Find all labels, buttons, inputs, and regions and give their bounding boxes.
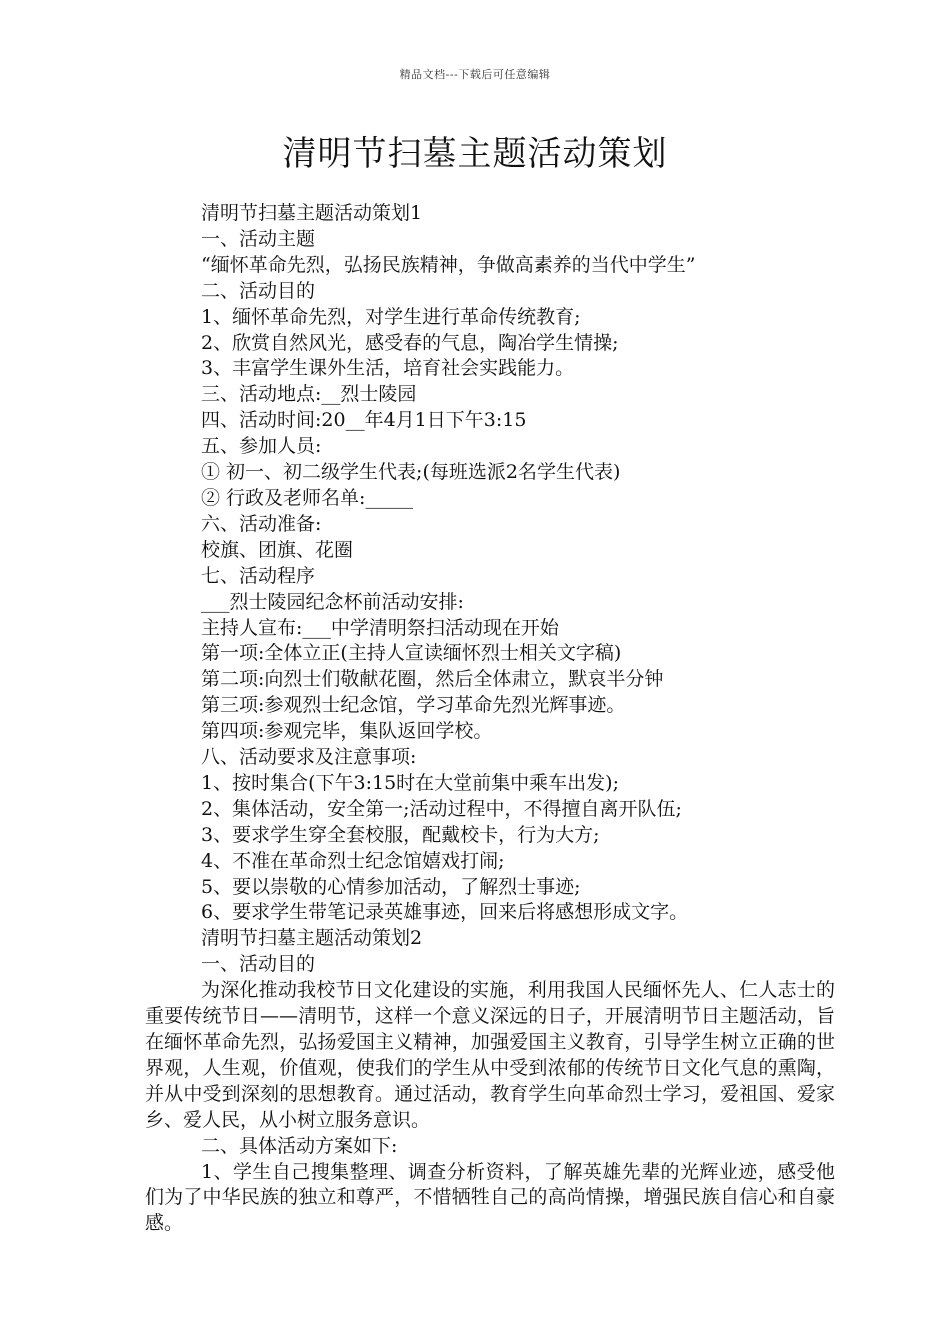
text-line: 主持人宣布:___中学清明祭扫活动现在开始 bbox=[201, 616, 559, 639]
section-heading: 一、活动目的 bbox=[201, 953, 316, 976]
text-line: 5、要以崇敬的心情参加活动，了解烈士事迹; bbox=[201, 875, 581, 898]
document-title: 清明节扫墓主题活动策划 bbox=[282, 134, 668, 174]
text-line: 一、活动主题 bbox=[201, 227, 316, 250]
body-paragraph: 为深化推动我校节日文化建设的实施，利用我国人民缅怀先人、仁人志士的重要传统节日——清明节，这样一个意义深远的日子，开展清明节日主题活动，旨在缅怀革命先烈，弘扬爱国主义精神，加强爱国主义教育，引导学生树立正确的世界观，人生观，价值观，使我们的学生从中受到浓郁的传统节日文化气息的熏陶，并从中受到深刻的思想教育。通过活动，教育学生向革命烈士学习，爱祖国、爱家乡、爱人民，从小树立服务意识。 bbox=[145, 979, 835, 1131]
text-line: 第一项:全体立正(主持人宣读缅怀烈士相关文字稿) bbox=[201, 642, 622, 665]
text-line: 二、活动目的 bbox=[201, 279, 316, 302]
text-line: 2、集体活动，安全第一;活动过程中，不得擅自离开队伍; bbox=[201, 797, 682, 820]
text-line: 七、活动程序 bbox=[201, 564, 316, 587]
body-paragraph: 1、学生自己搜集整理、调查分析资料，了解英雄先辈的光辉业迹，感受他们为了中华民族的独立和尊严，不惜牺牲自己的高尚情操，增强民族自信心和自豪感。 bbox=[145, 1160, 835, 1235]
text-line: 八、活动要求及注意事项: bbox=[201, 746, 417, 769]
text-line: 1、按时集合(下午3:15时在大堂前集中乘车出发); bbox=[201, 771, 619, 794]
text-line: 6、要求学生带笔记录英雄事迹，回来后将感想形成文字。 bbox=[201, 901, 689, 924]
text-line: 六、活动准备: bbox=[201, 512, 322, 535]
text-line: 四、活动时间:20__年4月1日下午3:15 bbox=[201, 409, 527, 432]
text-line: 第四项:参观完毕，集队返回学校。 bbox=[201, 720, 493, 743]
text-line: 3、要求学生穿全套校服，配戴校卡，行为大方; bbox=[201, 823, 600, 846]
text-line: ② 行政及老师名单:_____ bbox=[201, 486, 413, 509]
text-line: 三、活动地点:__烈士陵园 bbox=[201, 383, 417, 406]
text-line: 第三项:参观烈士纪念馆，学习革命先烈光辉事迹。 bbox=[201, 694, 626, 717]
document-body bbox=[145, 201, 835, 1237]
header-note: 精品文档---下载后可任意编辑 bbox=[399, 68, 551, 81]
text-line: 4、不准在革命烈士纪念馆嬉戏打闹; bbox=[201, 849, 505, 872]
part1-heading: 清明节扫墓主题活动策划1 bbox=[201, 202, 423, 224]
text-line: ___烈士陵园纪念杯前活动安排: bbox=[201, 590, 464, 613]
text-line: 校旗、团旗、花圈 bbox=[201, 538, 354, 561]
text-line: 五、参加人员: bbox=[201, 435, 322, 458]
text-line: “缅怀革命先烈，弘扬民族精神，争做高素养的当代中学生” bbox=[201, 253, 696, 276]
text-line: 第二项:向烈士们敬献花圈，然后全体肃立，默哀半分钟 bbox=[201, 668, 664, 691]
text-line: 3、丰富学生课外生活，培育社会实践能力。 bbox=[201, 357, 575, 380]
text-line: 1、缅怀革命先烈，对学生进行革命传统教育; bbox=[201, 305, 581, 328]
text-line: 2、欣赏自然风光，感受春的气息，陶冶学生情操; bbox=[201, 331, 619, 354]
part2-heading: 清明节扫墓主题活动策划2 bbox=[201, 927, 423, 950]
text-line: ① 初一、初二级学生代表;(每班选派2名学生代表) bbox=[201, 461, 621, 484]
section-heading: 二、具体活动方案如下: bbox=[201, 1134, 398, 1157]
